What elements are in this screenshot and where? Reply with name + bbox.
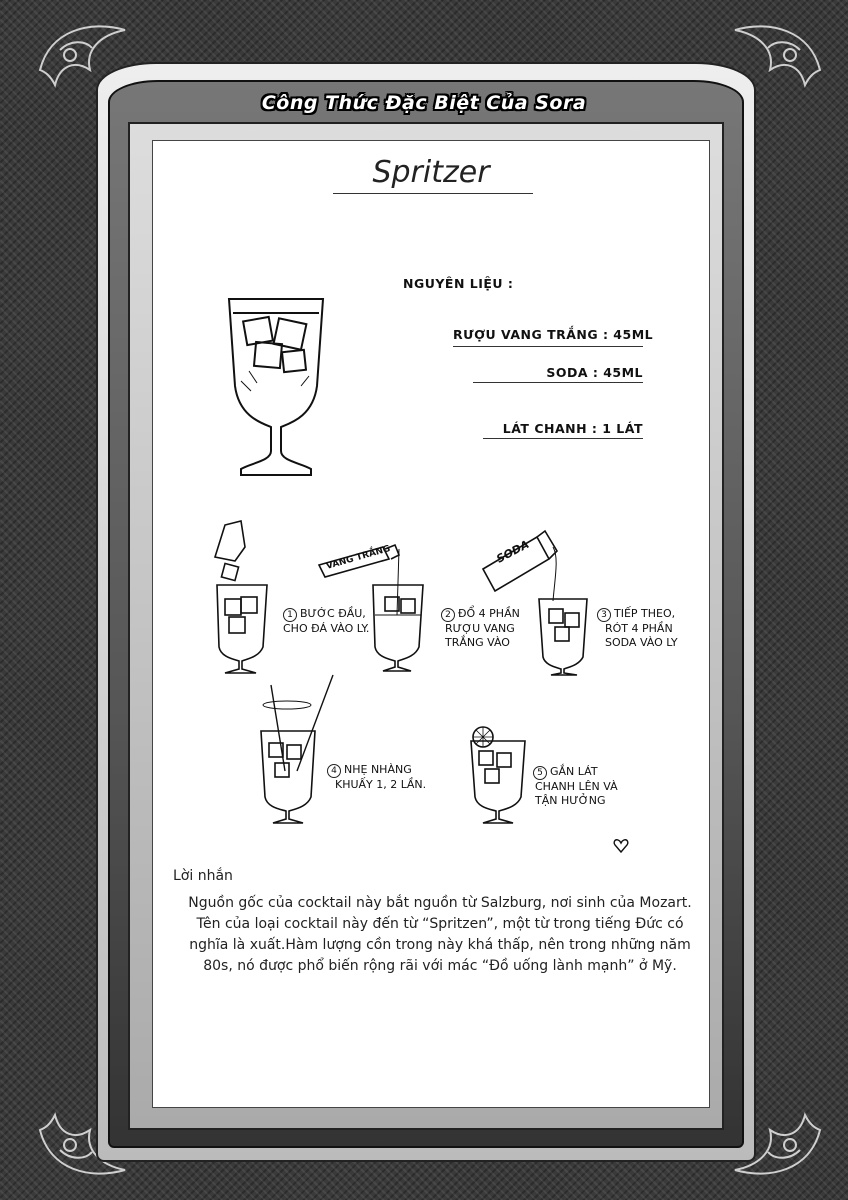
step-3-line-2: RÓT 4 PHẦN [605,622,673,635]
note-heading: Lời nhắn [173,868,233,884]
ingredient-line [473,382,643,383]
wine-bottle-label: VANG TRẮNG [325,543,392,572]
soda-can-label: SODA [494,537,532,566]
heart-icon [613,839,629,853]
ingredient-line [483,438,643,439]
step-4-line-1: NHẸ NHÀNG [344,763,412,776]
step-4 [327,763,426,792]
step4-stir-illustration [253,671,343,831]
step-number: 4 [327,764,341,778]
step-number: 1 [283,608,297,622]
step-1-line-1: BƯỚC ĐẦU, [300,607,366,620]
step2-wine-pour-illustration [313,535,433,675]
step1-glass-illustration [211,517,271,677]
ingredient-soda: SODA : 45ML [546,365,643,380]
step5-lemon-garnish-illustration [465,725,535,829]
step-3 [597,607,678,650]
step-5-line-1: GẮN LÁT [550,765,598,778]
recipe-title: Spritzer [372,155,490,190]
step-3-line-1: TIẾP THEO, [614,607,676,620]
step-5-line-2: CHANH LÊN VÀ [535,780,618,793]
title-underline [333,193,533,194]
spritzer-glass-illustration [221,291,331,486]
step-2-line-2: RƯỢU VANG [445,622,515,635]
step-number: 2 [441,608,455,622]
ingredients-heading: NGUYÊN LIỆU : [403,276,514,291]
ingredient-wine: RƯỢU VANG TRẮNG : 45ML [453,327,654,342]
note-body: Nguồn gốc của cocktail này bắt nguồn từ Salzburg, nơi sinh của Mozart. Tên của loại cocktail này đến từ “Spritzen”, một từ trong tiếng Đức có nghĩa là xuất.Hàm lượng cồn trong này khá thấp, nên trong những năm 80s, nó được phổ biến rộng rãi với mác “Đồ uống lành mạnh” ở Mỹ. [188,895,692,974]
step-2-line-1: ĐỔ 4 PHẦN [458,607,520,620]
step-2-line-3: TRẮNG VÀO [445,636,510,649]
ingredient-lemon: LÁT CHANH : 1 LÁT [502,421,643,436]
step-number: 3 [597,608,611,622]
step-5-line-3: TẬN HƯỞNG [535,794,606,807]
page-banner: Công Thức Đặc Biệt Của Sora [261,92,587,114]
step-1-line-2: CHO ĐÁ VÀO LY. [283,622,370,635]
step3-soda-pour-illustration [479,517,589,677]
step-5 [533,765,618,808]
step-4-line-2: KHUẤY 1, 2 LẦN. [335,778,427,791]
step-number: 5 [533,766,547,780]
recipe-card [152,140,710,1108]
step-3-line-3: SODA VÀO LY [605,636,678,649]
ingredient-line [453,346,643,347]
